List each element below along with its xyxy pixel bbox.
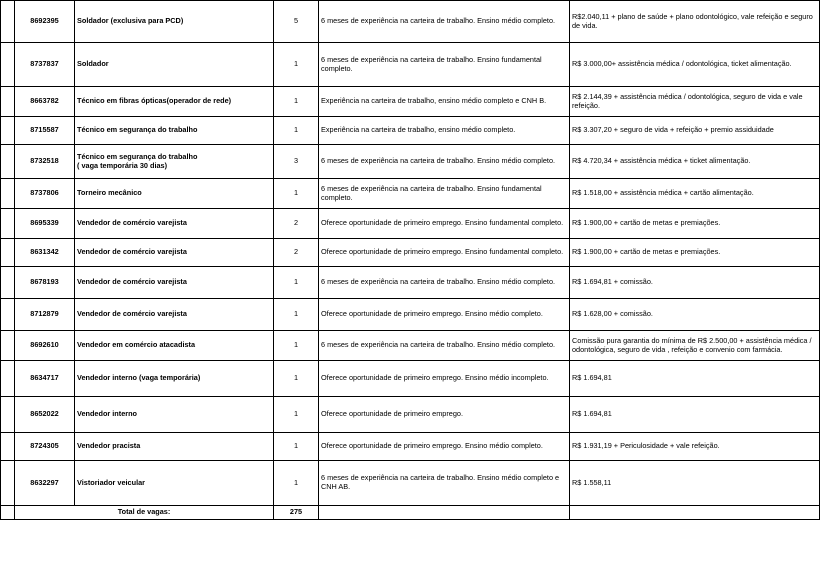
job-code: 8715587 <box>15 117 75 145</box>
job-benefits: R$ 1.900,00 + cartão de metas e premiações. <box>570 209 820 239</box>
vacancy-count: 2 <box>274 239 319 267</box>
blank-cell <box>1 397 15 433</box>
job-code: 8692395 <box>15 1 75 43</box>
blank-cell <box>1 117 15 145</box>
blank-cell <box>1 179 15 209</box>
vacancy-count: 1 <box>274 43 319 87</box>
job-requirements: Experiência na carteira de trabalho, ensino médio completo e CNH B. <box>319 87 570 117</box>
table-row <box>1 361 820 397</box>
table-row <box>1 145 820 179</box>
job-title: Vendedor de comércio varejista <box>75 299 274 331</box>
job-benefits: R$ 4.720,34 + assistência médica + ticket alimentação. <box>570 145 820 179</box>
empty-cell <box>570 506 820 520</box>
job-benefits: R$ 1.694,81 + comissão. <box>570 267 820 299</box>
job-benefits: R$ 1.931,19 + Periculosidade + vale refeição. <box>570 433 820 461</box>
job-code: 8632297 <box>15 461 75 506</box>
job-benefits: R$ 1.694,81 <box>570 361 820 397</box>
vacancy-count: 1 <box>274 361 319 397</box>
job-benefits: R$ 1.558,11 <box>570 461 820 506</box>
job-title: Vendedor de comércio varejista <box>75 209 274 239</box>
table-row <box>1 209 820 239</box>
job-title: Vendedor interno (vaga temporária) <box>75 361 274 397</box>
job-requirements: 6 meses de experiência na carteira de trabalho. Ensino médio completo. <box>319 331 570 361</box>
job-requirements: 6 meses de experiência na carteira de trabalho. Ensino médio completo. <box>319 1 570 43</box>
blank-cell <box>1 361 15 397</box>
job-benefits: R$ 1.694,81 <box>570 397 820 433</box>
job-title: Vendedor em comércio atacadista <box>75 331 274 361</box>
job-title: Técnico em segurança do trabalho <box>75 117 274 145</box>
job-code: 8652022 <box>15 397 75 433</box>
vacancy-count: 1 <box>274 299 319 331</box>
total-value: 275 <box>274 506 319 520</box>
job-code: 8678193 <box>15 267 75 299</box>
table-row <box>1 331 820 361</box>
job-code: 8724305 <box>15 433 75 461</box>
job-title: Soldador (exclusiva para PCD) <box>75 1 274 43</box>
job-title: Soldador <box>75 43 274 87</box>
table-row <box>1 433 820 461</box>
job-requirements: 6 meses de experiência na carteira de trabalho. Ensino médio completo. <box>319 145 570 179</box>
job-benefits: R$ 3.307,20 + seguro de vida + refeição + premio assiduidade <box>570 117 820 145</box>
blank-cell <box>1 43 15 87</box>
blank-cell <box>1 239 15 267</box>
job-code: 8712879 <box>15 299 75 331</box>
job-title: Técnico em segurança do trabalho ( vaga temporária 30 dias) <box>75 145 274 179</box>
job-requirements: 6 meses de experiência na carteira de trabalho. Ensino médio completo e CNH AB. <box>319 461 570 506</box>
job-benefits: Comissão pura garantia do mínima de R$ 2.500,00 + assistência médica / odontológica, seguro de vida , refeição e convenio com farmácia. <box>570 331 820 361</box>
table-row <box>1 397 820 433</box>
vacancy-count: 2 <box>274 209 319 239</box>
table-row <box>1 461 820 506</box>
table-row <box>1 299 820 331</box>
table-row <box>1 1 820 43</box>
job-requirements: Oferece oportunidade de primeiro emprego. Ensino fundamental completo. <box>319 209 570 239</box>
job-benefits: R$2.040,11 + plano de saúde + plano odontológico, vale refeição e seguro de vida. <box>570 1 820 43</box>
job-code: 8663782 <box>15 87 75 117</box>
job-requirements: Oferece oportunidade de primeiro emprego. Ensino médio completo. <box>319 433 570 461</box>
job-title: Técnico em fibras ópticas(operador de rede) <box>75 87 274 117</box>
job-requirements: 6 meses de experiência na carteira de trabalho. Ensino fundamental completo. <box>319 179 570 209</box>
table-row <box>1 267 820 299</box>
blank-cell <box>1 145 15 179</box>
job-benefits: R$ 1.518,00 + assistência médica + cartão alimentação. <box>570 179 820 209</box>
job-title: Torneiro mecânico <box>75 179 274 209</box>
vacancy-count: 1 <box>274 331 319 361</box>
job-benefits: R$ 1.628,00 + comissão. <box>570 299 820 331</box>
vacancy-count: 1 <box>274 267 319 299</box>
job-code: 8631342 <box>15 239 75 267</box>
blank-cell <box>1 299 15 331</box>
table-row <box>1 239 820 267</box>
job-code: 8634717 <box>15 361 75 397</box>
job-title: Vendedor pracista <box>75 433 274 461</box>
job-code: 8737837 <box>15 43 75 87</box>
job-title: Vendedor de comércio varejista <box>75 239 274 267</box>
blank-cell <box>1 1 15 43</box>
blank-cell <box>1 506 15 520</box>
job-requirements: Oferece oportunidade de primeiro emprego. Ensino médio completo. <box>319 299 570 331</box>
vacancy-count: 5 <box>274 1 319 43</box>
job-requirements: 6 meses de experiência na carteira de trabalho. Ensino fundamental completo. <box>319 43 570 87</box>
blank-cell <box>1 433 15 461</box>
vacancy-count: 1 <box>274 397 319 433</box>
total-label: Total de vagas: <box>15 506 274 520</box>
job-code: 8695339 <box>15 209 75 239</box>
vacancy-count: 1 <box>274 433 319 461</box>
job-code: 8737806 <box>15 179 75 209</box>
empty-cell <box>319 506 570 520</box>
job-requirements: Oferece oportunidade de primeiro emprego. Ensino médio incompleto. <box>319 361 570 397</box>
table-row <box>1 117 820 145</box>
blank-cell <box>1 461 15 506</box>
job-title: Vendedor de comércio varejista <box>75 267 274 299</box>
table-row <box>1 179 820 209</box>
job-code: 8692610 <box>15 331 75 361</box>
job-title: Vistoriador veicular <box>75 461 274 506</box>
blank-cell <box>1 267 15 299</box>
table-row <box>1 87 820 117</box>
job-benefits: R$ 2.144,39 + assistência médica / odontológica, seguro de vida e vale refeição. <box>570 87 820 117</box>
table-body <box>1 1 820 506</box>
blank-cell <box>1 209 15 239</box>
vacancy-count: 1 <box>274 179 319 209</box>
job-requirements: Oferece oportunidade de primeiro emprego. <box>319 397 570 433</box>
vacancy-count: 1 <box>274 87 319 117</box>
blank-cell <box>1 331 15 361</box>
job-requirements: 6 meses de experiência na carteira de trabalho. Ensino médio completo. <box>319 267 570 299</box>
job-code: 8732518 <box>15 145 75 179</box>
job-title: Vendedor interno <box>75 397 274 433</box>
total-row <box>1 506 820 520</box>
vacancy-count: 1 <box>274 461 319 506</box>
job-benefits: R$ 3.000,00+ assistência médica / odontológica, ticket alimentação. <box>570 43 820 87</box>
table-row <box>1 43 820 87</box>
vacancy-count: 1 <box>274 117 319 145</box>
job-requirements: Experiência na carteira de trabalho, ensino médio completo. <box>319 117 570 145</box>
job-benefits: R$ 1.900,00 + cartão de metas e premiações. <box>570 239 820 267</box>
job-requirements: Oferece oportunidade de primeiro emprego. Ensino fundamental completo. <box>319 239 570 267</box>
blank-cell <box>1 87 15 117</box>
vacancy-count: 3 <box>274 145 319 179</box>
